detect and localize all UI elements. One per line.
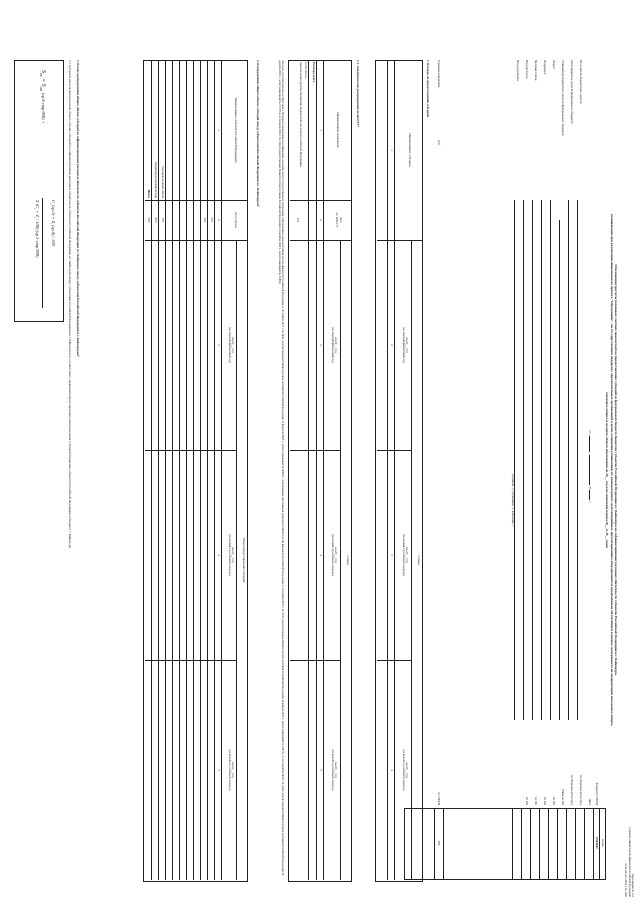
appendix-line-2: к приказу Министерства финансов Российской Федерации xyxy=(627,827,631,897)
date-year: 20 xyxy=(588,486,592,490)
appendix-block xyxy=(624,637,634,897)
s11-col-code xyxy=(335,200,343,240)
s1-year1-label: на 20__ год xyxy=(405,337,409,353)
formula-den-z-sub: i xyxy=(33,216,38,218)
s2-col-code: Код строки xyxy=(234,212,238,228)
title-line-1: Обоснования (расчеты) плановых сметных показателей на предоставление субсидий из федерального бюджета бюджетам субъектов Российской Федерации и г. Байконура на софинансирование расходных обязательств субъектов Российской Федерации и г. Байконура, xyxy=(614,264,618,676)
appendix-line-3: от 29 августа 2016 г. № 142н xyxy=(624,863,628,897)
s11-col-sum: Сумма xyxy=(346,555,350,565)
s11-row-total: Расходы всего xyxy=(312,62,316,83)
s11-year2-label: на 20__ год xyxy=(334,547,338,563)
s2-code-001: 001 xyxy=(210,217,214,223)
s2-year1 xyxy=(228,240,235,450)
formula-den-sigma: Σ xyxy=(35,200,40,203)
section2-title: 2. Распределение общего объема субсидий между субъектами Российской Федерации и г. Байконуром² xyxy=(256,60,260,207)
date-label: Дата xyxy=(588,798,592,805)
unit-label: Единица измерения: xyxy=(437,60,441,88)
appendix-line-1: Приложение № 112 xyxy=(631,873,634,897)
s1-year2-label: на 20__ год xyxy=(405,547,409,563)
s1-num-4: 4 xyxy=(390,769,394,771)
okei-label: по ОКЕИ xyxy=(437,792,441,805)
formula-num-tail: (гр.4) / 100 xyxy=(51,225,56,246)
title-line-2: возникающих при реализации национального проекта "Образование", на государственную поддержку образовательных организаций в целях оснащения (обновления) их компьютерным, мультимедийным, презентационным оборудованием и программным обеспечением в рамках эксперимента по модернизации начального общего, xyxy=(609,213,614,727)
formula-den-tail: / 100) (гр.5 стр.900) xyxy=(35,218,40,258)
formula-num-sub: i xyxy=(49,203,54,204)
s1-year1 xyxy=(402,240,409,450)
s2-num-4: 4 xyxy=(217,554,221,556)
s11-year1-sub: (на текущий финансовый год) xyxy=(331,327,334,363)
s1-year2-sub: (на первый год планового периода) xyxy=(402,534,405,576)
formula-num-c: C xyxy=(51,200,56,204)
field-main-distributor: Главный распорядитель средств федерального бюджета xyxy=(561,60,565,136)
s11-year2 xyxy=(331,450,338,660)
document-type-hint: (основной - 1, уточненный - 2; изменения...) xyxy=(511,473,514,527)
s1-num-2: 2 xyxy=(390,344,394,346)
s2-year2-sub: (на первый год планового периода) xyxy=(228,534,231,576)
s2-row-undistributed: Нераспределенный резерв xyxy=(154,162,158,198)
s11-row-transfer: перечисления другим бюджетам бюджетной системы Российской Федерации xyxy=(299,62,303,167)
s11-num-5: 5 xyxy=(319,769,323,771)
bk-label-2: по БК xyxy=(543,796,547,805)
field-target-article: Целевая статья xyxy=(534,60,538,81)
formula-denominator xyxy=(32,200,40,258)
s1-num-3: 3 xyxy=(390,554,394,556)
s11-year1 xyxy=(331,240,338,450)
s2-col-sum: Объем предоставления субсидий xyxy=(242,537,246,583)
s2-code-002: 002 xyxy=(203,217,207,223)
s1-year1-sub: (на текущий финансовый год) xyxy=(402,327,405,363)
s2-year2-label: на 20__ год xyxy=(231,547,235,563)
s11-year3-label: на 20__ год xyxy=(334,762,338,778)
formula-den-c-sub: i xyxy=(33,208,38,210)
s1-num-1: 1 xyxy=(390,149,394,151)
field-section: Раздел xyxy=(552,60,556,70)
bk-label-3: по БК xyxy=(534,796,538,805)
formula-den-c: (C xyxy=(35,203,40,209)
s1-col-name: Наименование субсидии xyxy=(408,133,412,167)
s2-num-5: 5 xyxy=(217,769,221,771)
s2-row-distributed-code: 700 xyxy=(161,217,165,223)
s2-year3-label: на 20__ год xyxy=(231,762,235,778)
s2-year3 xyxy=(228,660,235,880)
s11-num-1: 1 xyxy=(319,129,323,131)
s11-num-2: 2 xyxy=(319,219,323,221)
formula-arg: (гр.6 стр.900) × xyxy=(41,92,46,124)
unit-value: руб xyxy=(437,140,441,145)
s11-year3-sub: (на второй год планового периода) xyxy=(331,749,334,791)
s1-year3 xyxy=(402,660,409,880)
s11-year2-sub: (на первый год планового периода) xyxy=(331,534,334,576)
formula-num-arg: (гр.3) × Z xyxy=(51,204,56,224)
s2-num-1: 1 xyxy=(217,129,221,131)
okud-code: 0505842 xyxy=(595,837,599,849)
s1-year3-label: на 20__ год xyxy=(405,762,409,778)
date-suffix: г. xyxy=(588,500,592,503)
date-line xyxy=(588,430,592,590)
s11-row-code: 251 xyxy=(296,217,300,223)
okud-label: Форма по ОКУД xyxy=(595,782,599,805)
s11-col-code-label: Код xyxy=(339,217,343,223)
s2-year2 xyxy=(228,450,235,660)
s11-col-name: Наименование показателя xyxy=(336,112,340,148)
s2-num-3: 3 xyxy=(217,344,221,346)
bk-label-1: по БК xyxy=(552,796,556,805)
s2-row-total: Итого xyxy=(147,189,151,198)
formula-lhs-sub: ex xyxy=(38,73,44,77)
formula-lhs xyxy=(39,70,47,124)
s2-year1-sub: (на текущий финансовый год) xyxy=(228,327,231,363)
formula-numerator xyxy=(48,200,56,246)
bk-main-label: Глава по БК xyxy=(561,788,565,805)
section1-table xyxy=(375,60,423,882)
s2-year3-sub: (на второй год планового периода) xyxy=(228,749,231,791)
reestr-label-2: по Перечню (Реестру) xyxy=(570,775,574,805)
s2-row-total-code: 900 xyxy=(147,217,151,223)
s11-col-code-label2: по КОСГУ xyxy=(335,212,339,228)
footnote-1: ¹Расходы детализируются в соответствии с Порядком применения классификации операций сектора государственного управления, утвержденным приказом Министерства финансов Российской Федерации от 29 ноября 2017 г. № 209н (зарегистрирован Министерством юстиции Российской Федерации 12 февраля 2018 г., регистрационный № 50003), с изменениями, внесенными приказами Министерства финансов Российской Федерации от 14 ноября 2018 г. № 237н (зарегистрирован Министерством юстиции Российской Федерации 24 января 2019 г., регистрационный № 53573), от 24 сентября 2020 г. № 222н (зарегистрирован Министерством юстиции Российской Федерации 30 декабря 2019 г., регистрационный № 57138) и от 24 июля 2020 г. № 150н (зарегистрирован Министерством юстиции Российской Федерации 4 сентября 2020 г., регистрационный № 59905) xyxy=(277,60,284,876)
formula-eq: = S xyxy=(40,78,46,87)
s11-year3 xyxy=(331,660,338,880)
formula-main-sub: ost xyxy=(38,86,44,92)
s2-row-distributed: Распределенный объем xyxy=(161,166,165,198)
s2-col-name: Наименование субъекта Российской Федерации xyxy=(234,97,238,163)
s2-num-2: 2 xyxy=(217,219,221,221)
field-document-type: Вид документа xyxy=(516,60,520,81)
s2-row-undistributed-code: 800 xyxy=(154,217,158,223)
section3-title: 3. Расчет распределения общего объема субсидий на софинансирование расходных обязательств субъектов Российской Федерации и г. Байконура между субъектами Российской Федерации и г. Байконуром³ xyxy=(76,60,80,357)
formula-den-z: × Z xyxy=(35,210,40,217)
s11-num-3: 3 xyxy=(319,344,323,346)
s11-row-incl: в том числе: xyxy=(304,62,308,79)
section1-title: 1. Расходы на предоставление субсидий xyxy=(426,60,430,117)
formula-num-z-sub: i xyxy=(49,223,54,224)
reestr-label-1: по Перечню (Реестру) xyxy=(579,775,583,805)
s11-year1-label: на 20__ год xyxy=(334,337,338,353)
s11-num-4: 4 xyxy=(319,554,323,556)
field-recipient: Получатель бюджетных средств xyxy=(579,60,583,104)
codes-header: Коды xyxy=(601,839,605,847)
date-prefix: от « xyxy=(588,430,592,436)
s1-year2 xyxy=(402,450,409,660)
formula-lhs-symbol: S xyxy=(40,70,46,73)
formula-fraction-bar xyxy=(42,198,43,308)
section11-title: 1.1. Аналитическое распределение по КОСГУ¹ xyxy=(356,60,360,128)
bk-label-4: по БК xyxy=(525,796,529,805)
title-line-3: основного общего и среднего общего образования на 20__ год и на плановый период 20__ и 20__ годов xyxy=(605,392,610,548)
field-subsection: Подраздел xyxy=(543,60,547,75)
s1-col-sum: Сумма xyxy=(417,555,421,565)
section31-title: 3.1 Алгоритм расчета распределения общего объема субсидий на софинансирование расходных обязательств субъектов Российской Федерации и г. Байконура между субъектами Российской Федерации и г. Байконуром в соответствии с правилами предоставления и распределения субсидий бюджетам субъектов Российской Федерации и бюджету г. Байконура xyxy=(68,60,72,548)
document-title xyxy=(605,70,618,870)
field-distributor: Распорядитель средств федерального бюджета xyxy=(570,60,574,124)
s2-year1-label: на 20__ год xyxy=(231,337,235,353)
okei-code: 383 xyxy=(437,840,441,846)
s1-year3-sub: (на второй год планового периода) xyxy=(402,749,405,791)
date-mid: » xyxy=(588,452,592,455)
field-expense-type: Вид расходов xyxy=(525,60,529,79)
